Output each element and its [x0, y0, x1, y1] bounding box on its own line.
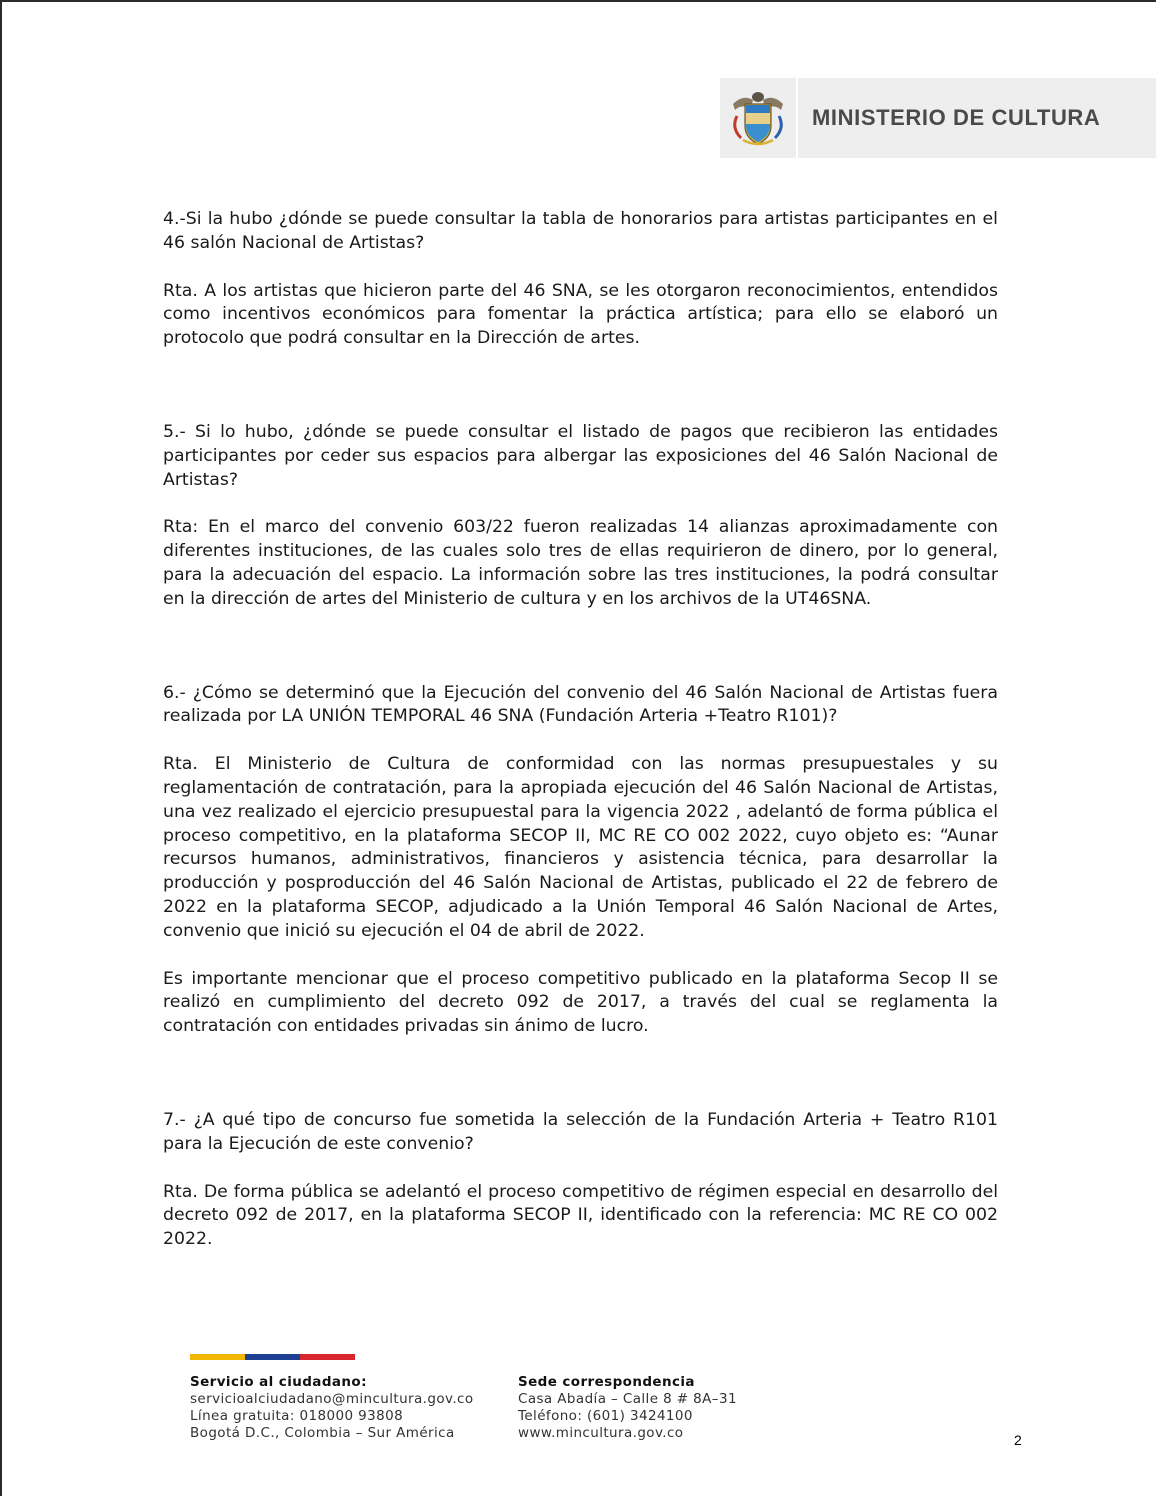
paragraph-spacer [163, 1157, 998, 1181]
footer-location: Bogotá D.C., Colombia – Sur América [190, 1425, 455, 1441]
section-spacer [163, 351, 998, 421]
footer-hotline: Línea gratuita: 018000 93808 [190, 1408, 404, 1424]
flag-red-stripe [300, 1354, 355, 1360]
paragraph-spacer [163, 492, 998, 516]
ministry-header [720, 78, 1156, 158]
question-4: 4.-Si la hubo ¿dónde se puede consultar la tabla de honorarios para artistas participantes en el 46 salón Nacional de Artistas? [163, 209, 998, 253]
footer-phone: Teléfono: (601) 3424100 [518, 1408, 693, 1424]
answer-6: Rta. El Ministerio de Cultura de conformidad con las normas presupuestales y su reglamentación de contratación, para la apropiada ejecución del 46 Salón Nacional de Artistas, una vez realizado el ejercicio presupuestal para la vigencia 2022 , adelantó de forma pública el proceso competitivo, en la plataforma SECOP II, MC RE CO 002 2022, cuyo objeto es: “Aunar recursos humanos, administrativos, financieros y asistencia técnica, para desarrollar la producción y posproducción del 46 Salón Nacional de Artistas, publicado el 22 de febrero de 2022 en la plataforma SECOP, adjudicado a la Unión Temporal 46 Salón Nacional de Artes, convenio que inició su ejecución el 04 de abril de 2022. [163, 754, 998, 941]
flag-yellow-stripe [190, 1354, 245, 1360]
flag-color-bar [190, 1354, 355, 1360]
footer-correspondence [518, 1374, 737, 1442]
document-body [163, 208, 998, 1252]
question-5: 5.- Si lo hubo, ¿dónde se puede consultar el listado de pagos que recibieron las entidades participantes por ceder sus espacios para albergar las exposiciones del 46 Salón Nacional de Artistas? [163, 421, 998, 490]
question-7: 7.- ¿A qué tipo de concurso fue sometida la selección de la Fundación Arteria + Teatro R101 para la Ejecución de este convenio? [163, 1109, 998, 1154]
answer-6-note: Es importante mencionar que el proceso competitivo publicado en la plataforma Secop II se realizó en cumplimiento del decreto 092 de 2017, a través del cual se reglamenta la contratación con entidades privadas sin ánimo de lucro. [163, 968, 998, 1037]
page-left-border [0, 0, 2, 1496]
footer-address: Casa Abadía – Calle 8 # 8A–31 [518, 1391, 737, 1407]
flag-blue-stripe [245, 1354, 300, 1360]
paragraph-spacer [163, 256, 998, 280]
answer-4: Rta. A los artistas que hicieron parte del 46 SNA, se les otorgaron reconocimientos, entendidos como incentivos económicos para fomentar la práctica artística; para ello se elaboró un protocolo que podrá consultar en la Dirección de artes. [163, 280, 998, 349]
colombia-coat-of-arms-icon [729, 88, 787, 148]
footer-correspondence-title: Sede correspondencia [518, 1374, 695, 1390]
section-spacer [163, 612, 998, 682]
footer-website-link[interactable]: www.mincultura.gov.co [518, 1425, 684, 1441]
logo-container [720, 78, 798, 158]
page-top-border [0, 0, 1156, 2]
answer-5: Rta: En el marco del convenio 603/22 fueron realizadas 14 alianzas aproximadamente con diferentes instituciones, de las cuales solo tres de ellas requirieron de dinero, por lo general, para la adecuación del espacio. La información sobre las tres instituciones, la podrá consultar en la dirección de artes del Ministerio de cultura y en los archivos de la UT46SNA. [163, 517, 998, 609]
footer-citizen-title: Servicio al ciudadano: [190, 1374, 367, 1390]
question-6: 6.- ¿Cómo se determinó que la Ejecución del convenio del 46 Salón Nacional de Artistas fuera realizada por LA UNIÓN TEMPORAL 46 SNA (Fundación Arteria +Teatro R101)? [163, 682, 998, 727]
ministry-title: MINISTERIO DE CULTURA [812, 105, 1101, 130]
paragraph-spacer [163, 944, 998, 968]
answer-7: Rta. De forma pública se adelantó el proceso competitivo de régimen especial en desarrollo del decreto 092 de 2017, en la plataforma SECOP II, identificado con la referencia: MC RE CO 002 2022. [163, 1181, 998, 1250]
footer-email-link[interactable]: servicioalciudadano@mincultura.gov.co [190, 1391, 474, 1407]
paragraph-spacer [163, 729, 998, 753]
footer-citizen-service [190, 1374, 474, 1442]
page-number: 2 [1014, 1432, 1022, 1448]
section-spacer [163, 1039, 998, 1109]
